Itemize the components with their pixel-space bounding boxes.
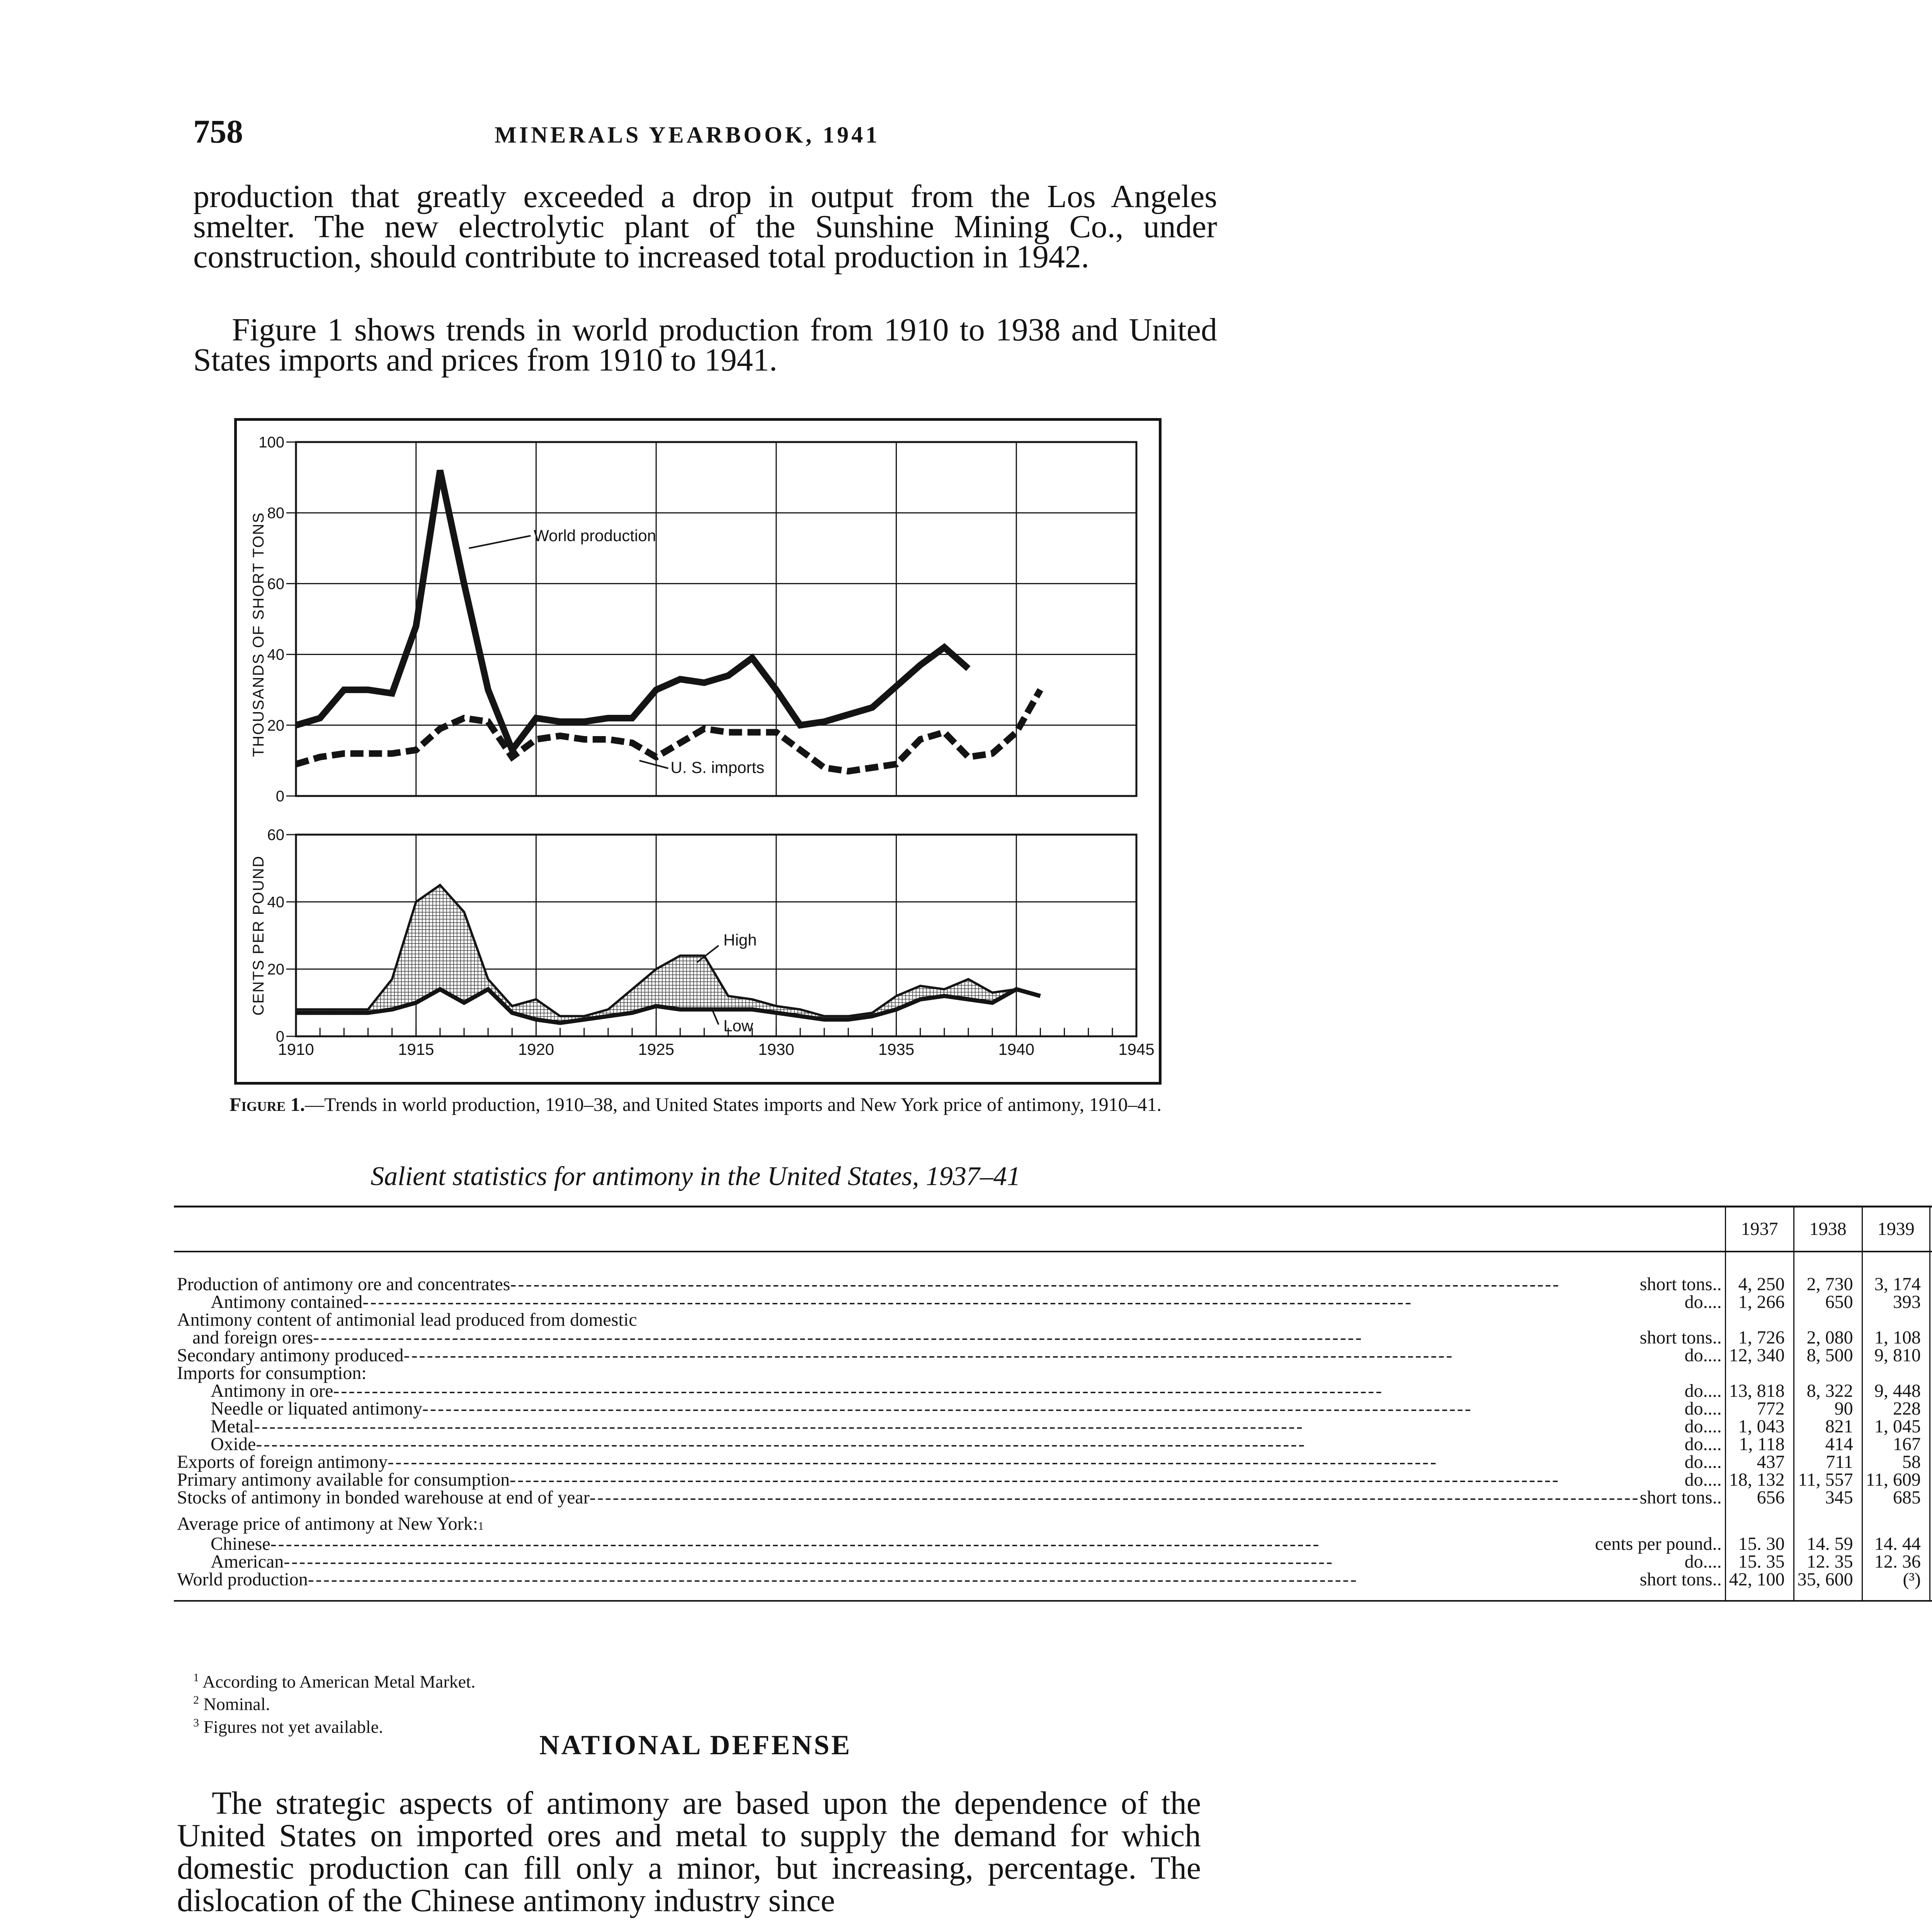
footnote: $^2$ Nominal. bbox=[193, 1694, 270, 1714]
table-cell bbox=[1930, 1329, 1932, 1347]
table-cell: 14. 44 bbox=[1862, 1535, 1930, 1553]
table-row bbox=[174, 1252, 1932, 1293]
table-cell bbox=[1930, 1435, 1932, 1453]
table-header-year: 1939 bbox=[1862, 1207, 1930, 1252]
low-label: Low bbox=[723, 1016, 753, 1035]
table-cell: 1, 108 bbox=[1862, 1329, 1930, 1347]
y-tick-label: 60 bbox=[267, 575, 284, 593]
paragraph-text: Figure 1 shows trends in world production from 1910 to 1938 and United States imports and prices from 1910 to 1941. bbox=[193, 312, 1217, 378]
table-body bbox=[174, 1252, 1932, 1601]
table-cell: 14. 59 bbox=[1794, 1535, 1862, 1553]
table-cell: 12, 340 bbox=[1725, 1347, 1794, 1364]
table-cell: 11, 609 bbox=[1862, 1471, 1930, 1489]
body-paragraph bbox=[193, 312, 1217, 378]
table-cell bbox=[1930, 1535, 1932, 1553]
y-axis-title: THOUSANDS OF SHORT TONS bbox=[250, 512, 267, 757]
table-cell bbox=[1794, 1311, 1862, 1329]
row-label: Imports for consumption: bbox=[177, 1363, 367, 1383]
paragraph-text: production that greatly exceeded a drop in output from the Los Angeles smelter. The new electrolytic plant of the Sunshine Mining Co., under construction, should contribute to increased total production in 1942. bbox=[193, 179, 1217, 275]
table-cell: 3, 174 bbox=[1862, 1252, 1930, 1293]
row-label: Average price of antimony at New York: 1 bbox=[177, 1514, 484, 1534]
table-cell bbox=[1930, 1453, 1932, 1471]
salient-statistics-table bbox=[174, 1206, 1932, 1602]
table-row bbox=[174, 1418, 1932, 1435]
table-cell: 772 bbox=[1725, 1400, 1794, 1418]
table-cell bbox=[1862, 1507, 1930, 1535]
row-label: Stocks of antimony in bonded warehouse at end of year ----- short tons.. bbox=[174, 1489, 1725, 1507]
footnotes bbox=[193, 1668, 475, 1736]
row-label: Exports of foreign antimony ----- do.... bbox=[174, 1453, 1725, 1471]
table-cell bbox=[1862, 1311, 1930, 1329]
table-cell bbox=[1862, 1364, 1930, 1382]
high-label: High bbox=[723, 931, 757, 949]
table-cell: 711 bbox=[1794, 1453, 1862, 1471]
table-cell bbox=[1930, 1252, 1932, 1293]
row-label: Metal ----- do.... bbox=[174, 1418, 1725, 1435]
table-cell bbox=[1930, 1347, 1932, 1364]
table-cell bbox=[1930, 1571, 1932, 1601]
footnote: $^3$ Figures not yet available. bbox=[193, 1716, 383, 1736]
table-cell: 228 bbox=[1862, 1400, 1930, 1418]
table-cell: 393 bbox=[1862, 1293, 1930, 1311]
table-cell bbox=[1930, 1400, 1932, 1418]
body-paragraph: The strategic aspects of antimony are based upon the dependence of the United States on imported ores and metal to supply the demand for which domestic production can fill only a minor, but increasing, percentage. The dislocation of the Chinese antimony industry since bbox=[177, 1785, 1201, 1918]
x-tick-label: 1945 bbox=[1118, 1040, 1155, 1058]
table-row bbox=[174, 1311, 1932, 1329]
table-cell: 414 bbox=[1794, 1435, 1862, 1453]
y-tick-label: 40 bbox=[267, 894, 284, 911]
table-row bbox=[174, 1435, 1932, 1453]
price-chart bbox=[250, 827, 1155, 1058]
row-label: Antimony content of antimonial lead produced from domestic bbox=[177, 1310, 637, 1330]
y-tick-label: 0 bbox=[276, 1028, 284, 1045]
table-cell bbox=[1930, 1382, 1932, 1400]
x-tick-label: 1915 bbox=[398, 1040, 434, 1058]
table-cell bbox=[1930, 1311, 1932, 1329]
us-imports-line bbox=[296, 690, 1040, 771]
table-cell: 437 bbox=[1725, 1453, 1794, 1471]
figure-caption bbox=[182, 1095, 1209, 1113]
table-cell bbox=[1794, 1364, 1862, 1382]
table-cell bbox=[1930, 1364, 1932, 1382]
table-row bbox=[174, 1382, 1932, 1400]
y-tick-label: 20 bbox=[267, 961, 284, 978]
table-cell bbox=[1930, 1471, 1932, 1489]
row-label: Secondary antimony produced ----- do.... bbox=[174, 1347, 1725, 1364]
table-cell: 9, 810 bbox=[1862, 1347, 1930, 1364]
table-cell: 1, 045 bbox=[1862, 1418, 1930, 1435]
table-header-year bbox=[1930, 1207, 1932, 1252]
table-cell: 656 bbox=[1725, 1489, 1794, 1507]
table-cell: 2, 080 bbox=[1794, 1329, 1862, 1347]
table-header-blank bbox=[174, 1207, 1725, 1252]
y-tick-label: 60 bbox=[267, 827, 284, 844]
row-label: Production of antimony ore and concentrates ----- short tons.. bbox=[174, 1252, 1725, 1293]
row-label: Needle or liquated antimony ----- do.... bbox=[174, 1400, 1725, 1418]
table-cell bbox=[1930, 1553, 1932, 1571]
table-cell: 650 bbox=[1794, 1293, 1862, 1311]
row-label: Antimony in ore ----- do.... bbox=[174, 1382, 1725, 1400]
world-production-chart bbox=[250, 434, 1136, 805]
table-cell bbox=[1725, 1364, 1794, 1382]
table-row bbox=[174, 1535, 1932, 1553]
table-row bbox=[174, 1400, 1932, 1418]
annotation-arrow bbox=[469, 536, 531, 548]
table-cell: 15. 30 bbox=[1725, 1535, 1794, 1553]
row-label: Chinese ----- cents per pound.. bbox=[174, 1535, 1725, 1553]
y-tick-label: 0 bbox=[276, 788, 284, 805]
x-tick-label: 1910 bbox=[278, 1040, 314, 1058]
table-cell: 12. 35 bbox=[1794, 1553, 1862, 1571]
table-cell: 685 bbox=[1862, 1489, 1930, 1507]
figure-caption-lead: Figure 1. bbox=[229, 1094, 305, 1115]
table-cell bbox=[1930, 1489, 1932, 1507]
table-cell: 4, 250 bbox=[1725, 1252, 1794, 1293]
table-cell: 8, 500 bbox=[1794, 1347, 1862, 1364]
table-cell: 821 bbox=[1794, 1418, 1862, 1435]
footnote: $^1$ According to American Metal Market. bbox=[193, 1671, 476, 1692]
table-row bbox=[174, 1347, 1932, 1364]
row-label: Primary antimony available for consumption ----- do.... bbox=[174, 1471, 1725, 1489]
table-cell: 35, 600 bbox=[1794, 1571, 1862, 1601]
us-imports-label: U. S. imports bbox=[670, 758, 765, 777]
row-label: Oxide ----- do.... bbox=[174, 1435, 1725, 1453]
table-row bbox=[174, 1571, 1932, 1601]
table-cell: 13, 818 bbox=[1725, 1382, 1794, 1400]
running-head: MINERALS YEARBOOK, 1941 bbox=[495, 122, 880, 148]
x-tick-label: 1940 bbox=[998, 1040, 1035, 1058]
row-label: and foreign ores ----- short tons.. bbox=[174, 1329, 1725, 1347]
table-row bbox=[174, 1471, 1932, 1489]
y-axis-title: CENTS PER POUND bbox=[250, 855, 267, 1016]
table-cell bbox=[1930, 1418, 1932, 1435]
table-cell: 18, 132 bbox=[1725, 1471, 1794, 1489]
table-cell: 2, 730 bbox=[1794, 1252, 1862, 1293]
row-label: American ----- do.... bbox=[174, 1553, 1725, 1571]
table-cell bbox=[1794, 1507, 1862, 1535]
table-cell bbox=[1725, 1507, 1794, 1535]
table-header-row bbox=[174, 1207, 1932, 1252]
row-label: Antimony contained ----- do.... bbox=[174, 1293, 1725, 1311]
table-cell: 345 bbox=[1794, 1489, 1862, 1507]
table-row bbox=[174, 1553, 1932, 1571]
table-cell: 42, 100 bbox=[1725, 1571, 1794, 1601]
table-cell: 12. 36 bbox=[1862, 1553, 1930, 1571]
table-cell: 1, 118 bbox=[1725, 1435, 1794, 1453]
table-row bbox=[174, 1329, 1932, 1347]
body-paragraph bbox=[193, 179, 1217, 275]
table-cell: 1, 266 bbox=[1725, 1293, 1794, 1311]
x-tick-label: 1930 bbox=[758, 1040, 794, 1058]
page-number: 758 bbox=[193, 113, 243, 150]
table-cell: 8, 322 bbox=[1794, 1382, 1862, 1400]
table-cell: 58 bbox=[1862, 1453, 1930, 1471]
annotation-arrow bbox=[639, 760, 668, 768]
table-header-year: 1938 bbox=[1794, 1207, 1862, 1252]
table-cell: 1, 726 bbox=[1725, 1329, 1794, 1347]
world-production-label: World production bbox=[534, 526, 656, 545]
table-row bbox=[174, 1293, 1932, 1311]
table-title: Salient statistics for antimony in the United States, 1937–41 bbox=[371, 1162, 1020, 1191]
table-row bbox=[174, 1453, 1932, 1471]
table-cell: 15. 35 bbox=[1725, 1553, 1794, 1571]
table-cell: 1, 043 bbox=[1725, 1418, 1794, 1435]
table-cell bbox=[1930, 1293, 1932, 1311]
table-cell bbox=[1930, 1507, 1932, 1535]
table-cell: (³) bbox=[1862, 1571, 1930, 1601]
table-row bbox=[174, 1489, 1932, 1507]
x-tick-label: 1925 bbox=[638, 1040, 674, 1058]
row-label: World production ----- short tons.. bbox=[174, 1571, 1725, 1601]
table-row bbox=[174, 1507, 1932, 1535]
y-tick-label: 20 bbox=[267, 717, 284, 734]
y-tick-label: 80 bbox=[267, 505, 284, 522]
table-cell: 167 bbox=[1862, 1435, 1930, 1453]
table-cell: 90 bbox=[1794, 1400, 1862, 1418]
table-cell: 9, 448 bbox=[1862, 1382, 1930, 1400]
table-header-year: 1937 bbox=[1725, 1207, 1794, 1252]
table-cell: 11, 557 bbox=[1794, 1471, 1862, 1489]
table-row bbox=[174, 1364, 1932, 1382]
x-tick-label: 1935 bbox=[878, 1040, 915, 1058]
y-tick-label: 40 bbox=[267, 646, 284, 663]
x-tick-label: 1920 bbox=[518, 1040, 554, 1058]
table-cell bbox=[1725, 1311, 1794, 1329]
figure-1-chart bbox=[234, 418, 1162, 1085]
figure-caption-text: —Trends in world production, 1910–38, and United States imports and New York price of antimony, 1910–41. bbox=[305, 1094, 1162, 1115]
section-heading: NATIONAL DEFENSE bbox=[539, 1730, 852, 1760]
y-tick-label: 100 bbox=[259, 434, 284, 451]
